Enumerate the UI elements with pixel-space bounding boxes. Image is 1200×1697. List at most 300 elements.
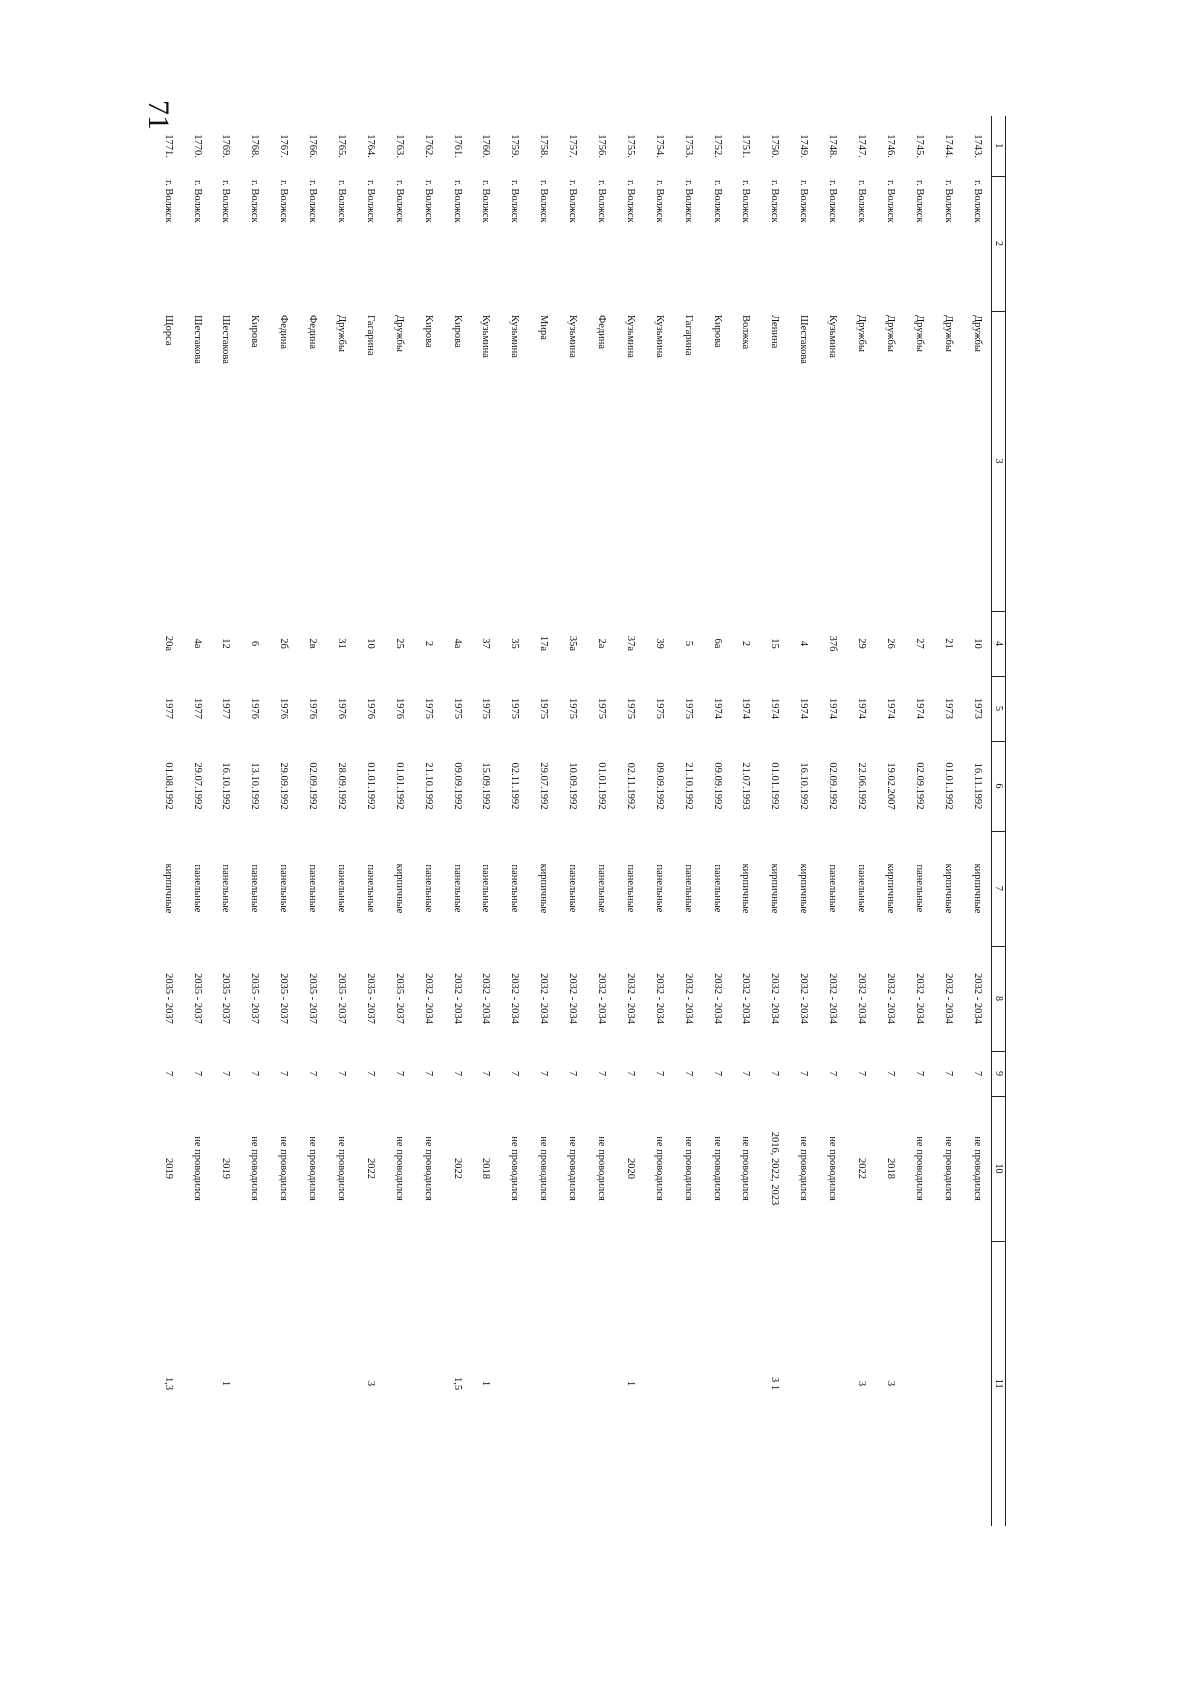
value-col9-cell: 7: [856, 1070, 867, 1077]
house-number-cell: 37б: [827, 635, 839, 652]
house-number-cell: 2б: [278, 638, 290, 649]
city-cell: г. Волжск: [827, 180, 839, 223]
repair-period-cell: 2032 - 2034: [942, 973, 954, 1024]
build-year-cell: 1977: [220, 698, 232, 719]
date-cell: 09.09.1992: [653, 762, 665, 810]
street-cell: Кирова: [711, 315, 723, 348]
date-cell: 02.11.1992: [624, 762, 636, 810]
value-col11-cell: [384, 1241, 413, 1526]
city-cell: г. Волжск: [653, 180, 665, 223]
city-cell: г. Волжск: [162, 180, 174, 223]
value-col11-cell: [327, 1241, 356, 1526]
row-number-cell: 1745.: [913, 134, 925, 158]
table-row: [355, 116, 384, 1526]
value-col9-cell: 7: [624, 1070, 636, 1077]
row-number-cell: 1751.: [740, 134, 752, 158]
repair-period-cell: 2035 - 2037: [307, 973, 319, 1024]
table-row: [211, 116, 240, 1526]
last-repair-cell: 2022: [451, 1158, 463, 1179]
date-cell: 29.09.1992: [278, 762, 290, 810]
wall-material-cell: панельные: [653, 864, 665, 913]
street-cell: Щорса: [162, 315, 174, 346]
value-col9-cell: 7: [364, 1070, 376, 1077]
house-number-cell: 10: [971, 638, 983, 649]
repair-period-cell: 2032 - 2034: [913, 973, 925, 1024]
house-number-cell: 25: [393, 638, 405, 649]
last-repair-cell: не проводился: [913, 1136, 925, 1201]
header-cell-col-1: 1: [992, 116, 1006, 176]
date-cell: 13.10.1992: [249, 762, 261, 810]
street-cell: Кузьмина: [827, 315, 839, 358]
value-col11-cell: [933, 1241, 962, 1526]
rotated-table-container: [162, 116, 1005, 1526]
date-cell: 29.07.1992: [191, 762, 203, 810]
table-header: [992, 116, 1006, 1526]
city-cell: г. Волжск: [538, 180, 550, 223]
table-row: [471, 116, 500, 1526]
value-col11-cell: 1: [480, 1380, 492, 1387]
header-cell-col-4: 4: [992, 611, 1006, 676]
wall-material-cell: панельные: [220, 864, 232, 913]
build-year-cell: 1974: [798, 698, 810, 719]
value-col9-cell: 7: [480, 1070, 492, 1077]
last-repair-cell: 2022: [856, 1158, 867, 1179]
value-col9-cell: 7: [682, 1070, 694, 1077]
build-year-cell: 1975: [682, 698, 694, 719]
row-number-cell: 1753.: [682, 134, 694, 158]
table-row: [962, 116, 991, 1526]
date-cell: 01.01.1992: [364, 762, 376, 810]
value-col9-cell: 7: [567, 1070, 579, 1077]
street-cell: Дружбы: [942, 315, 954, 352]
last-repair-cell: не проводился: [191, 1136, 203, 1201]
value-col11-cell: 1,5: [451, 1376, 463, 1391]
build-year-cell: 1975: [624, 698, 636, 719]
last-repair-cell: не проводился: [538, 1136, 550, 1201]
value-col9-cell: 7: [653, 1070, 665, 1077]
header-cell-col-5: 5: [992, 676, 1006, 741]
value-col11-cell: 3: [884, 1380, 896, 1387]
table-body: [153, 116, 991, 1526]
value-col11-cell: [269, 1241, 298, 1526]
house-number-cell: 6: [249, 640, 261, 647]
wall-material-cell: кирпичные: [162, 863, 174, 914]
city-cell: г. Волжск: [942, 180, 954, 223]
house-number-cell: 2а: [595, 638, 607, 649]
build-year-cell: 1975: [595, 698, 607, 719]
value-col9-cell: 7: [509, 1070, 521, 1077]
row-number-cell: 1747.: [856, 134, 867, 158]
last-repair-cell: не проводился: [942, 1136, 954, 1201]
repair-period-cell: 2032 - 2034: [595, 973, 607, 1024]
value-col9-cell: 7: [884, 1070, 896, 1077]
repair-period-cell: 2035 - 2037: [364, 973, 376, 1024]
build-year-cell: 1975: [480, 698, 492, 719]
house-number-cell: 21: [942, 638, 954, 649]
city-cell: г. Волжск: [451, 180, 463, 223]
house-number-cell: 4а: [451, 638, 463, 649]
row-number-cell: 1752.: [711, 134, 723, 158]
row-number-cell: 1748.: [827, 134, 839, 158]
header-cell-col-9: 9: [992, 1051, 1006, 1096]
table-row: [558, 116, 587, 1526]
house-number-cell: 6а: [711, 638, 723, 649]
repair-period-cell: 2032 - 2034: [480, 973, 492, 1024]
date-cell: 09.09.1992: [451, 762, 463, 810]
street-cell: Федина: [307, 315, 319, 350]
row-number-cell: 1754.: [653, 134, 665, 158]
repair-period-cell: 2035 - 2037: [162, 973, 174, 1024]
date-cell: 02.09.1992: [307, 762, 319, 810]
date-cell: 02.11.1992: [509, 762, 521, 810]
wall-material-cell: кирпичные: [769, 863, 781, 914]
date-cell: 01.01.1992: [393, 762, 405, 810]
repair-period-cell: 2032 - 2034: [567, 973, 579, 1024]
build-year-cell: 1974: [913, 698, 925, 719]
repair-period-cell: 2032 - 2034: [884, 973, 896, 1024]
value-col11-cell: 3 1: [769, 1376, 781, 1391]
row-number-cell: 1749.: [798, 134, 810, 158]
repair-period-cell: 2035 - 2037: [335, 973, 347, 1024]
repair-period-cell: 2035 - 2037: [393, 973, 405, 1024]
value-col11-cell: [702, 1241, 731, 1526]
date-cell: 02.09.1992: [913, 762, 925, 810]
row-number-cell: 1762.: [422, 134, 434, 158]
last-repair-cell: не проводился: [711, 1136, 723, 1201]
value-col11-cell: 1: [220, 1380, 232, 1387]
city-cell: г. Волжск: [335, 180, 347, 223]
row-number-cell: 1756.: [595, 134, 607, 158]
table-row: [904, 116, 933, 1526]
wall-material-cell: панельные: [307, 864, 319, 913]
value-col9-cell: 7: [451, 1070, 463, 1077]
table-row: [327, 116, 356, 1526]
city-cell: г. Волжск: [191, 180, 203, 223]
row-number-cell: 1758.: [538, 134, 550, 158]
row-number-cell: 1767.: [278, 134, 290, 158]
build-year-cell: 1975: [509, 698, 521, 719]
wall-material-cell: панельные: [451, 864, 463, 913]
repair-period-cell: 2035 - 2037: [191, 973, 203, 1024]
value-col9-cell: 7: [249, 1070, 261, 1077]
value-col11-cell: [413, 1241, 442, 1526]
value-col11-cell: 1: [624, 1380, 636, 1387]
house-number-cell: 26: [884, 638, 896, 649]
street-cell: Дружбы: [913, 315, 925, 352]
value-col11-cell: [673, 1241, 702, 1526]
house-number-cell: 5: [682, 640, 694, 647]
house-number-cell: 37: [480, 638, 492, 649]
wall-material-cell: панельные: [856, 864, 867, 913]
value-col9-cell: 7: [711, 1070, 723, 1077]
value-col9-cell: 7: [220, 1070, 232, 1077]
street-cell: Кузьмина: [509, 315, 521, 358]
wall-material-cell: кирпичные: [884, 863, 896, 914]
wall-material-cell: кирпичные: [538, 863, 550, 914]
value-col11-cell: 3: [856, 1380, 867, 1387]
table-row: [442, 116, 471, 1526]
city-cell: г. Волжск: [798, 180, 810, 223]
value-col9-cell: 7: [538, 1070, 550, 1077]
city-cell: г. Волжск: [278, 180, 290, 223]
build-year-cell: 1976: [249, 698, 261, 719]
last-repair-cell: 2019: [162, 1158, 174, 1179]
last-repair-cell: не проводился: [971, 1136, 983, 1201]
street-cell: Мира: [538, 315, 550, 340]
table-row: [673, 116, 702, 1526]
date-cell: 22.06.1992: [856, 762, 867, 810]
street-cell: Дружбы: [856, 315, 867, 352]
city-cell: г. Волжск: [913, 180, 925, 223]
table-row: [240, 116, 269, 1526]
housing-table: [153, 116, 1005, 1526]
wall-material-cell: панельные: [191, 864, 203, 913]
street-cell: Ленина: [769, 315, 781, 349]
repair-period-cell: 2035 - 2037: [249, 973, 261, 1024]
street-cell: Кузьмина: [567, 315, 579, 358]
header-cell-col-8: 8: [992, 946, 1006, 1051]
value-col9-cell: 7: [191, 1070, 203, 1077]
house-number-cell: 31: [335, 638, 347, 649]
last-repair-cell: не проводился: [653, 1136, 665, 1201]
value-col11-cell: [904, 1241, 933, 1526]
street-cell: Дружбы: [971, 315, 983, 352]
wall-material-cell: кирпичные: [798, 863, 810, 914]
date-cell: 02.09.1992: [827, 762, 839, 810]
build-year-cell: 1973: [971, 698, 983, 719]
house-number-cell: 2: [740, 640, 752, 647]
street-cell: Дружбы: [884, 315, 896, 352]
table-row: [384, 116, 413, 1526]
date-cell: 01.01.1992: [769, 762, 781, 810]
table-row: [182, 116, 211, 1526]
value-col11-cell: 1,3: [162, 1376, 174, 1391]
build-year-cell: 1973: [942, 698, 954, 719]
value-col9-cell: 7: [595, 1070, 607, 1077]
date-cell: 16.10.1992: [798, 762, 810, 810]
wall-material-cell: панельные: [480, 864, 492, 913]
wall-material-cell: панельные: [595, 864, 607, 913]
row-number-cell: 1770.: [191, 134, 203, 158]
row-number-cell: 1743.: [971, 134, 983, 158]
build-year-cell: 1977: [191, 698, 203, 719]
table-row: [789, 116, 818, 1526]
build-year-cell: 1974: [769, 698, 781, 719]
last-repair-cell: не проводился: [567, 1136, 579, 1201]
city-cell: г. Волжск: [509, 180, 521, 223]
wall-material-cell: панельные: [278, 864, 290, 913]
build-year-cell: 1975: [567, 698, 579, 719]
city-cell: г. Волжск: [220, 180, 232, 223]
date-cell: 29.07.1992: [538, 762, 550, 810]
last-repair-cell: не проводился: [798, 1136, 810, 1201]
street-cell: Шестакова: [191, 315, 203, 364]
value-col9-cell: 7: [335, 1070, 347, 1077]
repair-period-cell: 2032 - 2034: [769, 973, 781, 1024]
date-cell: 01.01.1992: [595, 762, 607, 810]
street-cell: Дружбы: [393, 315, 405, 352]
header-row: [992, 116, 1006, 1526]
value-col9-cell: 7: [393, 1070, 405, 1077]
table-row: [615, 116, 644, 1526]
city-cell: г. Волжск: [740, 180, 752, 223]
row-number-cell: 1769.: [220, 134, 232, 158]
wall-material-cell: панельные: [335, 864, 347, 913]
repair-period-cell: 2032 - 2034: [682, 973, 694, 1024]
last-repair-cell: не проводился: [422, 1136, 434, 1201]
row-number-cell: 1766.: [307, 134, 319, 158]
table-row: [875, 116, 904, 1526]
header-cell-col-3: 3: [992, 311, 1006, 611]
build-year-cell: 1976: [335, 698, 347, 719]
house-number-cell: 4: [798, 640, 810, 647]
last-repair-cell: не проводился: [335, 1136, 347, 1201]
build-year-cell: 1974: [740, 698, 752, 719]
wall-material-cell: панельные: [509, 864, 521, 913]
house-number-cell: 10: [364, 638, 376, 649]
wall-material-cell: кирпичные: [393, 863, 405, 914]
house-number-cell: 17а: [538, 635, 550, 652]
value-col9-cell: 7: [913, 1070, 925, 1077]
street-cell: Кузьмина: [624, 315, 636, 358]
value-col11-cell: [558, 1241, 587, 1526]
header-cell-col-10: 10: [992, 1096, 1006, 1241]
house-number-cell: 4а: [191, 638, 203, 649]
wall-material-cell: кирпичные: [740, 863, 752, 914]
value-col11-cell: [789, 1241, 818, 1526]
value-col9-cell: 7: [942, 1070, 954, 1077]
last-repair-cell: 2020: [624, 1158, 636, 1179]
value-col11-cell: [731, 1241, 760, 1526]
header-cell-col-7: 7: [992, 831, 1006, 946]
page-number: 71: [142, 100, 175, 130]
wall-material-cell: панельные: [682, 864, 694, 913]
value-col9-cell: 7: [971, 1070, 983, 1077]
house-number-cell: 39: [653, 638, 665, 649]
date-cell: 21.07.1993: [740, 762, 752, 810]
repair-period-cell: 2032 - 2034: [971, 973, 983, 1024]
last-repair-cell: не проводился: [278, 1136, 290, 1201]
repair-period-cell: 2032 - 2034: [856, 973, 867, 1024]
wall-material-cell: кирпичные: [942, 863, 954, 914]
row-number-cell: 1759.: [509, 134, 521, 158]
value-col9-cell: 7: [422, 1070, 434, 1077]
city-cell: г. Волжск: [624, 180, 636, 223]
city-cell: г. Волжск: [393, 180, 405, 223]
city-cell: г. Волжск: [682, 180, 694, 223]
table-row: [298, 116, 327, 1526]
wall-material-cell: панельные: [913, 864, 925, 913]
row-number-cell: 1763.: [393, 134, 405, 158]
repair-period-cell: 2032 - 2034: [798, 973, 810, 1024]
city-cell: г. Волжск: [307, 180, 319, 223]
table-row: [702, 116, 731, 1526]
repair-period-cell: 2032 - 2034: [624, 973, 636, 1024]
city-cell: г. Волжск: [856, 180, 867, 223]
date-cell: 15.09.1992: [480, 762, 492, 810]
row-number-cell: 1757.: [567, 134, 579, 158]
city-cell: г. Волжск: [769, 180, 781, 223]
header-cell-col-2: 2: [992, 176, 1006, 311]
table-row: [731, 116, 760, 1526]
street-cell: Кирова: [451, 315, 463, 348]
street-cell: Шестакова: [798, 315, 810, 364]
repair-period-cell: 2035 - 2037: [220, 973, 232, 1024]
city-cell: г. Волжск: [971, 180, 983, 223]
wall-material-cell: кирпичные: [971, 863, 983, 914]
house-number-cell: 27: [913, 638, 925, 649]
build-year-cell: 1975: [653, 698, 665, 719]
row-number-cell: 1746.: [884, 134, 896, 158]
table-row: [933, 116, 962, 1526]
house-number-cell: 29: [856, 638, 867, 649]
street-cell: Федина: [278, 315, 290, 350]
street-cell: Шестакова: [220, 315, 232, 364]
city-cell: г. Волжск: [884, 180, 896, 223]
header-cell-col-6: 6: [992, 741, 1006, 831]
build-year-cell: 1977: [162, 698, 174, 719]
date-cell: 19.02.2007: [884, 762, 896, 810]
last-repair-cell: не проводился: [595, 1136, 607, 1201]
value-col9-cell: 7: [798, 1070, 810, 1077]
house-number-cell: 35: [509, 638, 521, 649]
street-cell: Волжка: [740, 315, 752, 350]
city-cell: г. Волжск: [480, 180, 492, 223]
repair-period-cell: 2035 - 2037: [278, 973, 290, 1024]
wall-material-cell: панельные: [422, 864, 434, 913]
date-cell: 01.08.1992: [162, 762, 174, 810]
wall-material-cell: панельные: [711, 864, 723, 913]
table-row: [587, 116, 616, 1526]
street-cell: Кирова: [422, 315, 434, 348]
street-cell: Федина: [595, 315, 607, 350]
value-col11-cell: [529, 1241, 558, 1526]
value-col9-cell: 7: [769, 1070, 781, 1077]
house-number-cell: 12: [220, 638, 232, 649]
build-year-cell: 1974: [884, 698, 896, 719]
value-col11-cell: [962, 1241, 991, 1526]
value-col9-cell: 7: [827, 1070, 839, 1077]
wall-material-cell: панельные: [364, 864, 376, 913]
street-cell: Гагарина: [682, 315, 694, 356]
build-year-cell: 1976: [364, 698, 376, 719]
date-cell: 21.10.1992: [682, 762, 694, 810]
date-cell: 21.10.1992: [422, 762, 434, 810]
city-cell: г. Волжск: [422, 180, 434, 223]
row-number-cell: 1744.: [942, 134, 954, 158]
value-col11-cell: [182, 1241, 211, 1526]
build-year-cell: 1974: [711, 698, 723, 719]
row-number-cell: 1771.: [162, 134, 174, 158]
header-cell-col-11: 11: [992, 1241, 1006, 1526]
build-year-cell: 1975: [538, 698, 550, 719]
value-col9-cell: 7: [307, 1070, 319, 1077]
last-repair-cell: не проводился: [249, 1136, 261, 1201]
wall-material-cell: панельные: [567, 864, 579, 913]
value-col11-cell: [298, 1241, 327, 1526]
repair-period-cell: 2032 - 2034: [653, 973, 665, 1024]
last-repair-cell: не проводился: [509, 1136, 521, 1201]
row-number-cell: 1761.: [451, 134, 463, 158]
city-cell: г. Волжск: [249, 180, 261, 223]
house-number-cell: 2: [422, 640, 434, 647]
last-repair-cell: не проводился: [827, 1136, 839, 1201]
row-number-cell: 1768.: [249, 134, 261, 158]
house-number-cell: 15: [769, 638, 781, 649]
street-cell: Дружбы: [335, 315, 347, 352]
table-row: [760, 116, 789, 1526]
date-cell: 10.09.1992: [567, 762, 579, 810]
